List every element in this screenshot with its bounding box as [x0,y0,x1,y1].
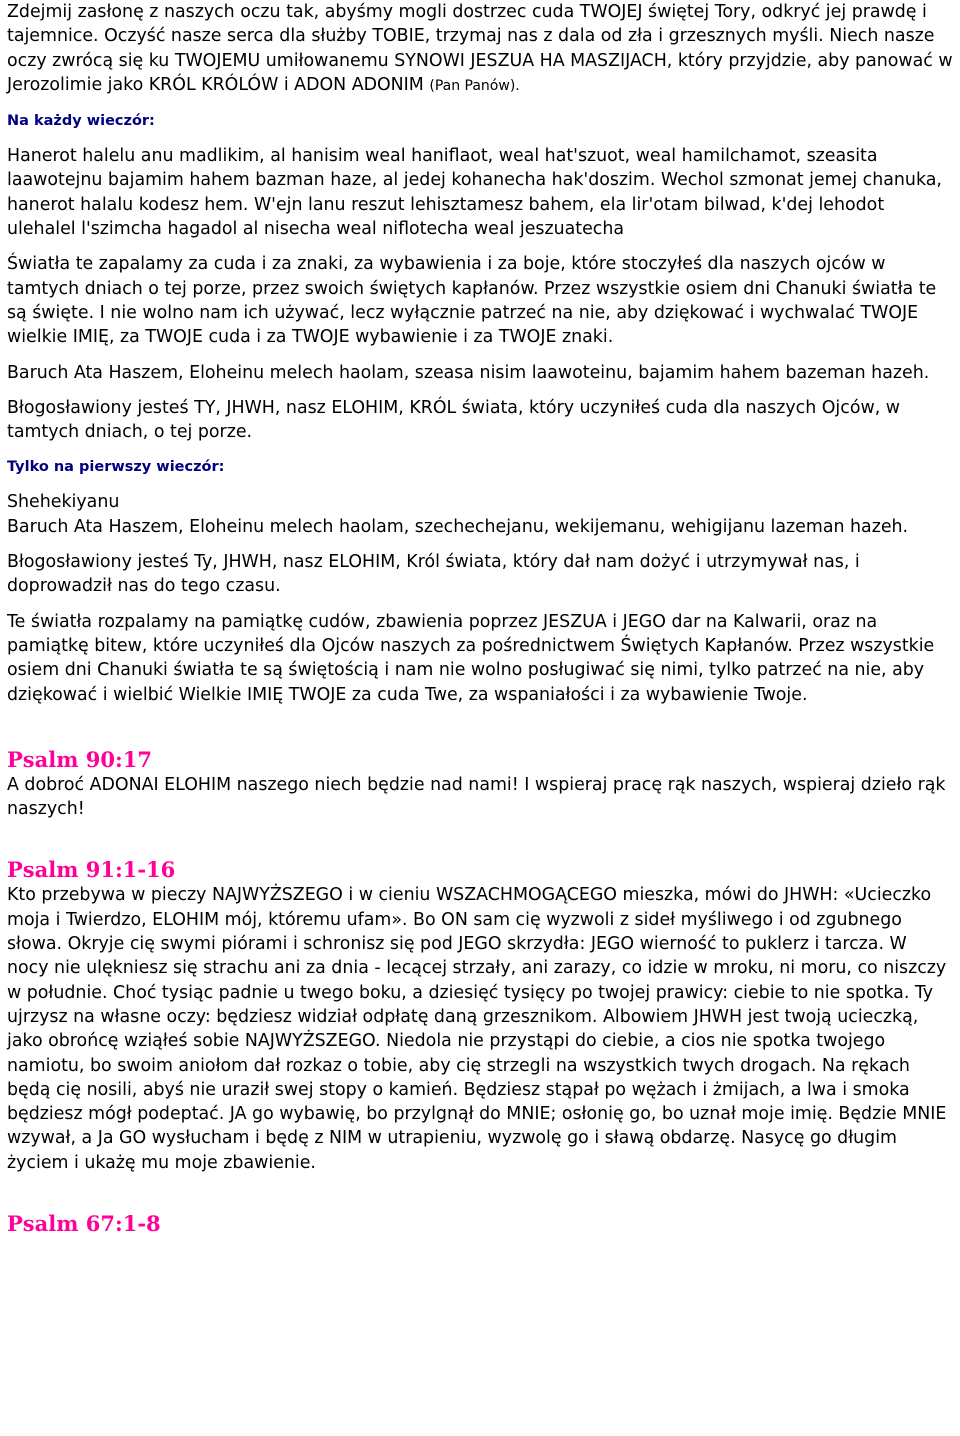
shehekiyanu-hebrew: Baruch Ata Haszem, Eloheinu melech haolam, szechechejanu, wekijemanu, wehigijanu lazeman hazeh. [7,516,909,537]
hebrew-prayer: Hanerot halelu anu madlikim, al hanisim weal haniflaot, weal hat'szuot, weal hamilchamot, szeasita laawotejnu bajamim hahem bazman haze, al jedej kohanecha hak'doszim. Wechol szmonat jemej chanuka, hanerot halalu kodesz hem. W'ejn lanu reszut lehisztamesz bahem, ela lir'otam bilwad, k'dej lehodot ulehalel l'szimcha hagadol al nisecha weal niflotecha weal jeszuatecha [7,146,942,240]
intro-paragraph [7,0,953,98]
intro-text: Zdejmij zasłonę z naszych oczu tak, abyśmy mogli dostrzec cuda TWOJEJ świętej Tory, odkryć jej prawdę i tajemnice. Oczyść nasze serca dla służby TOBIE, trzymaj nas z dala od zła i grzesznych myśli. Niech nasze oczy zwrócą się ku TWOJEMU umiłowanemu SYNOWI JESZUA HA MASZIJACH, który przyjdzie, aby panować w Jerozolimie jako KRÓL KRÓLÓW i ADON ADONIM [7,2,953,95]
psalm-text: Kto przebywa w pieczy NAJWYŻSZEGO i w cieniu WSZACHMOGĄCEGO mieszka, mówi do JHWH: «Ucieczko moja i Twierdzo, ELOHIM mój, któremu ufam». Bo ON sam cię wyzwoli z sideł myśliwego i od zgubnego słowa. Okryje cię swymi piórami i schronisz się pod JEGO skrzydła: JEGO wierność to puklerz i tarcza. W nocy nie ulękniesz się strachu ani za dnia - lecącej strzały, ani zarazy, co idzie w mroku, ni moru, co niszczy w południe. Choć tysiąc padnie u twego boku, a dziesięć tysięcy po twojej prawicy: ciebie to nie spotka. Ty ujrzysz na własne oczy: będziesz widział odpłatę daną grzesznikom. Albowiem JHWH jest twoją ucieczką, jako obrońcę wziąłeś sobie NAJWYŻSZEGO. Niedola nie przystąpi do ciebie, a cios nie spotka twojego namiotu, bo swoim aniołom dał rozkaz o tobie, aby cię strzegli na wszystkich twych drogach. Na rękach będą cię nosili, abyś nie uraził swej stopy o kamień. Będziesz stąpał po wężach i żmijach, a lwa i smoka będziesz mógł podeptać. JA go wybawię, bo przylgnął do MNIE; osłonię go, bo uznał moje imię. Będzie MNIE wzywał, a Ja GO wysłucham i będę z NIM w utrapieniu, wyzwolę go i sławą obdarzę. Nasycę go długim życiem i ukażę mu moje zbawienie. [7,885,947,1173]
blessing-hebrew: Baruch Ata Haszem, Eloheinu melech haolam, szeasa nisim laawoteinu, bajamim hahem bazeman hazeh. [7,362,930,383]
intro-small-text: (Pan Panów). [429,77,520,94]
document-body [7,0,953,1237]
polish-prayer: Światła te zapalamy za cuda i za znaki, za wybawienia i za boje, które stoczyłeś dla naszych ojców w tamtych dniach o tej porze, przez swoich świętych kapłanów. Przez wszystkie osiem dni Chanuki światła te są święte. I nie wolno nam ich używać, lecz wyłącznie patrzeć na nie, aby dziękować i wychwalać TWOJE wielkie IMIĘ, za TWOJE cuda i za TWOJE wybawienie i za TWOJE znaki. [7,254,937,348]
lights-paragraph: Te światła rozpalamy na pamiątkę cudów, zbawienia poprzez JESZUA i JEGO dar na Kalwarii, oraz na pamiątkę bitew, które uczyniłeś dla Ojców naszych za pośrednictwem Świętych Kapłanów. Przez wszystkie osiem dni Chanuki światła te są świętością i nam nie wolno posługiwać się nimi, tylko patrzeć na nie, aby dziękować i wielbić Wielkie IMIĘ TWOJE za cuda Twe, za wspaniałości i za wybawienie Twoje. [7,611,935,705]
psalm-text: A dobroć ADONAI ELOHIM naszego niech będzie nad nami! I wspieraj pracę rąk naszych, wspieraj dzieło rąk naszych! [7,774,946,820]
first-evening-label: Tylko na pierwszy wieczór: [7,459,225,476]
shehekiyanu-polish: Błogosławiony jesteś Ty, JHWH, nasz ELOHIM, Król świata, który dał nam dożyć i utrzymywał nas, i doprowadził nas do tego czasu. [7,552,860,597]
psalm-title: Psalm 90:17 [7,746,152,772]
blessing-polish: Błogosławiony jesteś TY, JHWH, nasz ELOHIM, KRÓL świata, który uczyniłeś cuda dla naszych Ojców, w tamtych dniach, o tej porze. [7,397,900,443]
shehekiyanu-title: Shehekiyanu [7,492,120,513]
every-evening-label: Na każdy wieczór: [7,113,155,130]
psalm-title: Psalm 67:1-8 [7,1210,161,1236]
psalm-title: Psalm 91:1-16 [7,857,176,883]
